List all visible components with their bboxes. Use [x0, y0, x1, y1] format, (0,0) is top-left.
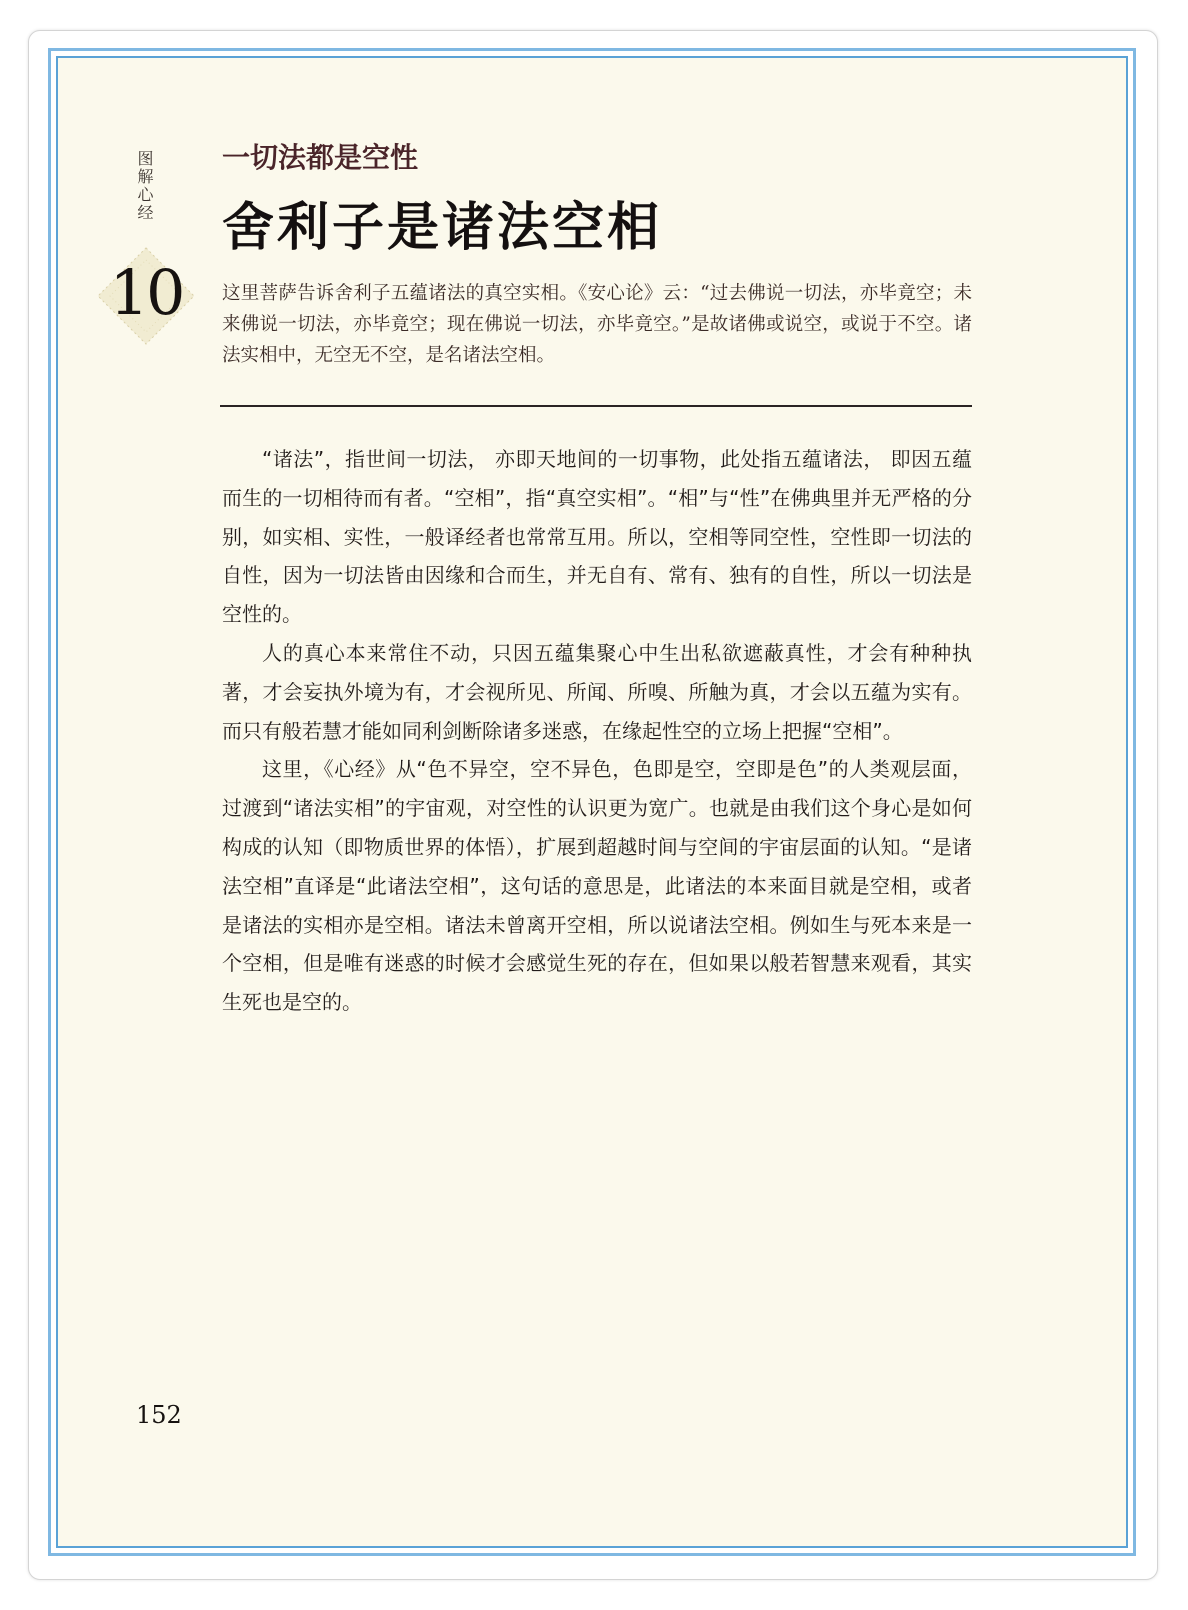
section-kicker: 一切法都是空性	[222, 141, 419, 174]
body-text	[222, 440, 972, 1022]
divider-rule	[220, 405, 972, 407]
body-paragraph: “诸法”，指世间一切法， 亦即天地间的一切事物，此处指五蕴诸法， 即因五蕴而生的一切相待而有者。“空相”，指“真空实相”。“相”与“性”在佛典里并无严格的分别，如实相、实性，一般译经者也常常互用。所以，空相等同空性，空性即一切法的自性，因为一切法皆由因缘和合而生，并无自有、常有、独有的自性，所以一切法是空性的。	[222, 447, 972, 627]
body-paragraph: 人的真心本来常住不动，只因五蕴集聚心中生出私欲遮蔽真性，才会有种种执著，才会妄执外境为有，才会视所见、所闻、所嗅、所触为真，才会以五蕴为实有。而只有般若慧才能如同利剑断除诸多迷惑，在缘起性空的立场上把握“空相”。	[222, 640, 972, 743]
series-label: 图解心经	[135, 150, 154, 222]
body-paragraph: 这里，《心经》从“色不异空，空不异色，色即是空，空即是色”的人类观层面，过渡到“诸法实相”的宇宙观，对空性的认识更为宽广。也就是由我们这个身心是如何构成的认知（即物质世界的体悟），扩展到超越时间与空间的宇宙层面的认知。“是诸法空相”直译是“此诸法空相”，这句话的意思是，此诸法的本来面目就是空相，或者是诸法的实相亦是空相。诸法未曾离开空相，所以说诸法空相。例如生与死本来是一个空相，但是唯有迷惑的时候才会感觉生死的存在，但如果以般若智慧来观看，其实生死也是空的。	[222, 757, 972, 1015]
section-number: 10	[109, 256, 183, 329]
section-number-badge	[96, 246, 196, 346]
page-number: 152	[136, 1401, 182, 1429]
page-title: 舍利子是诸法空相	[222, 197, 663, 258]
intro-paragraph: 这里菩萨告诉舍利子五蕴诸法的真空实相。《安心论》云：“过去佛说一切法，亦毕竟空；未来佛说一切法，亦毕竟空；现在佛说一切法，亦毕竟空。”是故诸佛或说空，或说于不空。诸法实相中，无空无不空，是名诸法空相。	[222, 283, 972, 366]
